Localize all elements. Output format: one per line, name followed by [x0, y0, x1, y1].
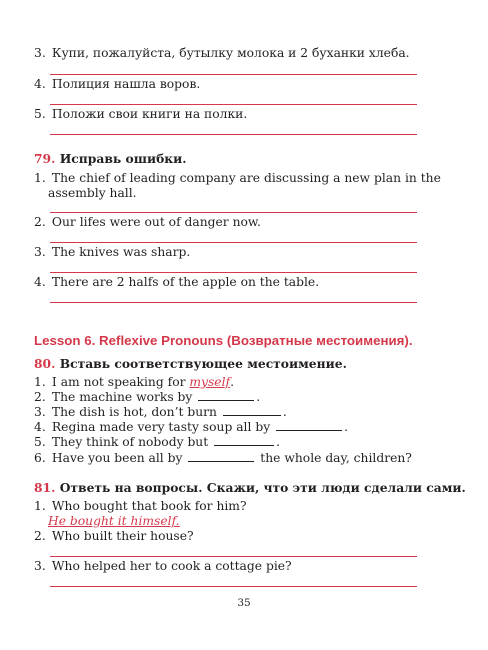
ex81-item-2: 2. Who built their house? — [34, 529, 194, 543]
answer-line[interactable] — [50, 556, 417, 557]
ex79-item-4: 4. There are 2 halfs of the apple on the table. — [34, 275, 320, 289]
top-item-5: 5. Положи свои книги на полки. — [34, 107, 248, 121]
answer-line[interactable] — [50, 242, 417, 243]
ex80-item-2: 2. The machine works by . — [34, 390, 261, 404]
answer-line[interactable] — [50, 134, 417, 135]
ex79-item-1-continuation: assembly hall. — [48, 186, 137, 200]
ex80-item-3: 3. The dish is hot, don’t burn . — [34, 405, 287, 419]
answer-line[interactable] — [50, 74, 417, 75]
lesson-heading: Lesson 6. Reflexive Pronouns (Возвратные местоимения). — [34, 333, 413, 348]
answer-line[interactable] — [50, 212, 417, 213]
fill-blank[interactable] — [276, 419, 342, 431]
ex80-item-6: 6. Have you been all by the whole day, children? — [34, 451, 412, 465]
ex79-item-2: 2. Our lifes were out of danger now. — [34, 215, 261, 229]
page-number: 35 — [237, 597, 251, 609]
answer-line[interactable] — [50, 586, 417, 587]
fill-blank[interactable] — [188, 450, 254, 462]
ex80-item-5: 5. They think of nobody but . — [34, 435, 281, 449]
ex80-item-1: 1. I am not speaking for myself. — [34, 375, 234, 389]
fill-blank[interactable] — [189, 374, 230, 390]
ex79-item-1: 1. The chief of leading company are discussing a new plan in the — [34, 171, 441, 185]
top-item-4: 4. Полиция нашла воров. — [34, 77, 201, 91]
top-item-3: 3. Купи, пожалуйста, бутылку молока и 2 буханки хлеба. — [34, 46, 410, 60]
answer-line[interactable] — [50, 104, 417, 105]
fill-blank[interactable] — [214, 434, 274, 446]
ex81-item-1-answer[interactable] — [48, 513, 180, 529]
exercise-79-heading: 79. Исправь ошибки. — [34, 151, 187, 166]
exercise-80-heading: 80. Вставь соответствующее местоимение. — [34, 356, 347, 371]
ex80-item-4: 4. Regina made very tasty soup all by . — [34, 420, 348, 434]
answer-line[interactable] — [50, 272, 417, 273]
fill-blank[interactable] — [223, 404, 281, 416]
ex81-item-1: 1. Who bought that book for him? — [34, 499, 247, 513]
ex81-item-3: 3. Who helped her to cook a cottage pie? — [34, 559, 292, 573]
exercise-81-heading: 81. Ответь на вопросы. Скажи, что эти люди сделали сами. — [34, 480, 466, 495]
ex79-item-3: 3. The knives was sharp. — [34, 245, 191, 259]
answer-line[interactable] — [50, 302, 417, 303]
filled-answer: myself — [189, 375, 231, 389]
filled-answer: He bought it himself. — [48, 514, 180, 528]
fill-blank[interactable] — [198, 389, 254, 401]
